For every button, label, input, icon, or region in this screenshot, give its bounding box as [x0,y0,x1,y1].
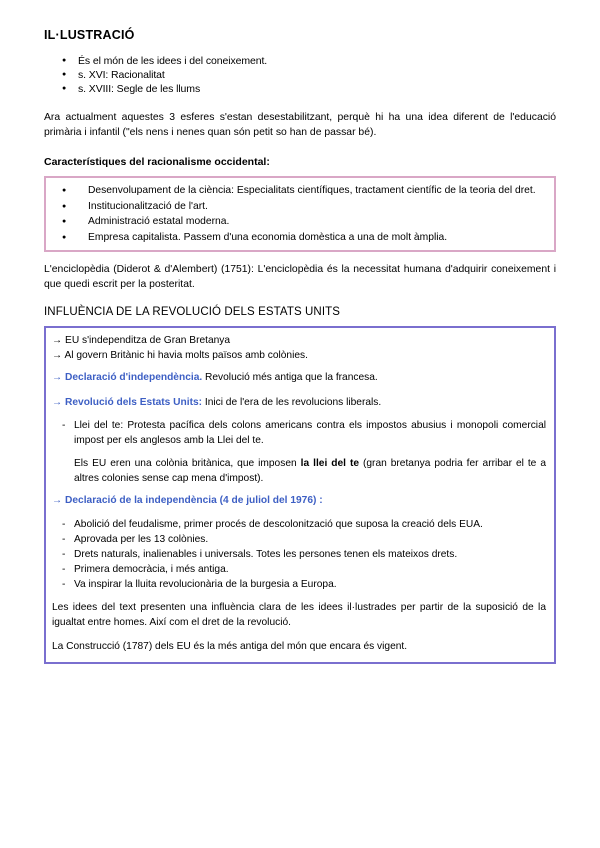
arrow-line-colonies: → Al govern Britànic hi havia molts països amb colònies. [52,349,308,361]
list-item: ● s. XVI: Racionalitat [44,68,556,82]
paragraph-encyclopedia: L'enciclopèdia (Diderot & d'Alembert) (1751): L'enciclopèdia és la necessitat humana d'adquirir coneixement i que quedi escrit per la posteritat. [44,264,556,290]
list-item: - Aprovada per les 13 colònies. [52,532,546,547]
declaration-items-list [52,517,546,592]
us-revolution-box [44,326,556,664]
list-item: - Abolició del feudalisme, primer procés de descolonització que suposa la creació dels EUA. [52,517,546,532]
declaration-label: → Declaració d'independència. [52,372,203,383]
arrow-line-independence: → EU s'independitza de Gran Bretanya [52,335,231,346]
list-item: - Va inspirar la lluita revolucionària de la burgesia a Europa. [52,577,546,592]
list-item: ● Desenvolupament de la ciència: Especialitats científiques, tractament científic de la teoria del dret. [52,183,544,199]
tea-paragraph [52,456,546,486]
declaration-line [52,371,546,386]
document-page [44,28,556,664]
section-title: INFLUÈNCIA DE LA REVOLUCIÓ DELS ESTATS UNITS [44,306,341,318]
paragraph-ideas: Les idees del text presenten una influència clara de les idees il·lustrades per partir de la suposició de la igualtat entre homes. Així com el dret de la revolució. [52,601,546,628]
list-item: ● s. XVIII: Segle de les llums [44,82,556,96]
paragraph-constitution: La Construcció (1787) dels EU és la més antiga del món que encara és vigent. [52,640,408,652]
revolution-line [52,396,546,411]
list-item: - Drets naturals, inalienables i universals. Totes les persones tenen els mateixos drets. [52,547,546,562]
tea-text-before: Els EU eren una colònia britànica, que imposen [74,458,301,469]
list-item: ● Institucionalització de l'art. [52,199,544,215]
intro-list [44,54,556,96]
revolution-text: Inici de l'era de les revolucions liberals. [202,396,382,408]
tea-list [52,418,546,448]
list-item: ● Empresa capitalista. Passem d'una economia domèstica a una de molt àmplia. [52,230,544,246]
list-item: - Llei del te: Protesta pacífica dels colons americans contra els impostos abusius i monopoli comercial impost per els anglesos amb la Llei del te. [52,418,546,448]
declaration-independence-heading: → Declaració de la independència (4 de juliol del 1976) : [52,495,323,506]
tea-text-bold: la llei del te [300,458,360,469]
characteristics-heading: Característiques del racionalisme occidental: [44,156,270,168]
revolution-label: → Revolució dels Estats Units: [52,396,203,408]
characteristics-list [52,183,544,245]
tea-text-after: (gran bretanya podria fer arribar el te a altres colonies sense cap mena d'impost). [74,458,546,484]
list-item: - Primera democràcia, i més antiga. [52,562,546,577]
paragraph-education: Ara actualment aquestes 3 esferes s'estan desestabilitzant, perquè hi ha una idea diferent de l'educació primària i infantil ("els nens i nenes quan són petit so han de passar bé). [44,112,556,138]
list-item: ● És el món de les idees i del coneixement. [44,54,556,68]
page-title: IL·LUSTRACIÓ [44,28,135,42]
characteristics-box [44,176,556,252]
declaration-text: Revolució més antiga que la francesa. [202,372,378,383]
list-item: ● Administració estatal moderna. [52,214,544,230]
